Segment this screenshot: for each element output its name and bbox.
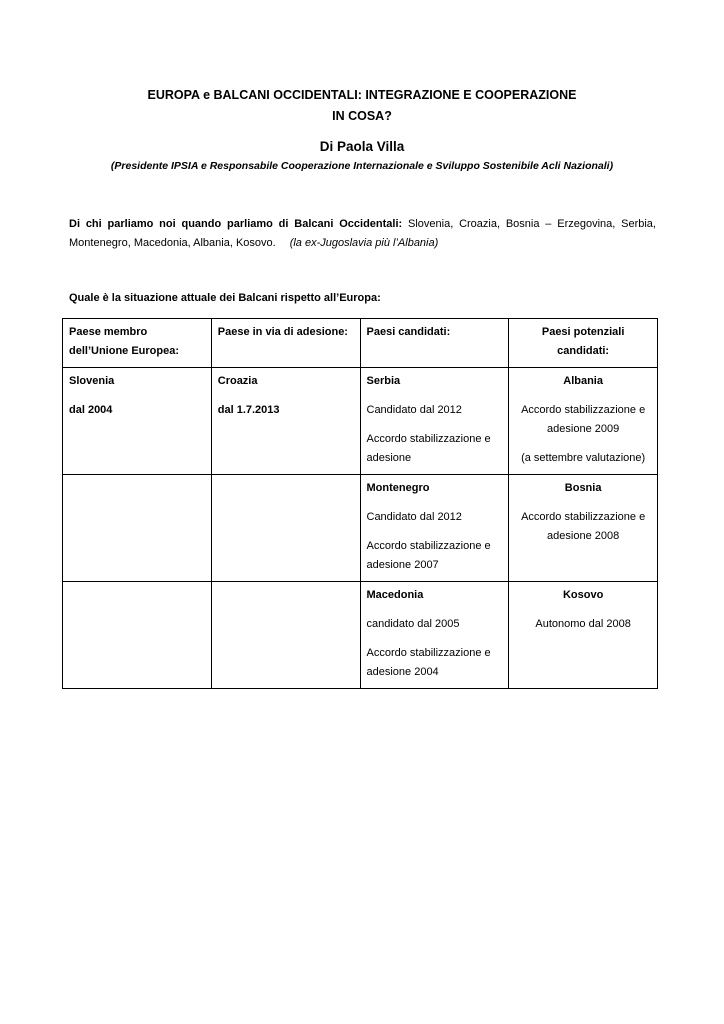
candidate-status: Candidato dal 2012	[366, 511, 462, 523]
cell-potential	[509, 368, 658, 475]
country-name: Albania	[563, 375, 603, 387]
header-candidates: Paesi candidati:	[360, 319, 509, 368]
table-row	[63, 582, 658, 689]
section-question: Quale è la situazione attuale dei Balcani rispetto all’Europa:	[69, 292, 381, 304]
document-title-line2: IN COSA?	[332, 109, 392, 123]
intro-lead: Di chi parliamo noi quando parliamo di Balcani Occidentali:	[69, 218, 403, 230]
cell-potential	[509, 582, 658, 689]
cell-empty	[211, 475, 360, 582]
cell-acceding	[211, 368, 360, 475]
country-name: Slovenia	[69, 375, 115, 387]
author-role: (Presidente IPSIA e Responsabile Cooperazione Internazionale e Sviluppo Sostenibile Acli Nazionali)	[110, 160, 614, 172]
country-name: Croazia	[217, 375, 258, 387]
candidate-status: candidato dal 2005	[366, 618, 460, 630]
document-title-line1: EUROPA e BALCANI OCCIDENTALI: INTEGRAZIONE E COOPERAZIONE	[147, 88, 577, 102]
table-row	[63, 475, 658, 582]
candidate-status: Candidato dal 2012	[366, 404, 462, 416]
cell-empty	[63, 475, 212, 582]
cell-potential	[509, 475, 658, 582]
potential-note: (a settembre valutazione)	[521, 452, 646, 464]
cell-eu-member	[63, 368, 212, 475]
author-name: Di Paola Villa	[319, 139, 405, 154]
intro-paragraph	[69, 215, 656, 253]
cell-empty	[211, 582, 360, 689]
country-name: Montenegro	[366, 482, 430, 494]
member-since: dal 2004	[69, 404, 113, 416]
table-header-row	[63, 319, 658, 368]
table-row	[63, 368, 658, 475]
acceding-since: dal 1.7.2013	[217, 404, 280, 416]
header-acceding: Paese in via di adesione:	[211, 319, 360, 368]
header-eu-member: Paese membro dell’Unione Europea:	[63, 319, 212, 368]
country-name: Bosnia	[564, 482, 602, 494]
candidate-agreement: Accordo stabilizzazione e adesione	[366, 433, 491, 464]
potential-agreement: Accordo stabilizzazione e adesione 2009	[521, 404, 646, 435]
intro-note: (la ex-Jugoslavia più l’Albania)	[289, 237, 439, 249]
candidate-agreement: Accordo stabilizzazione e adesione 2007	[366, 540, 491, 571]
country-name: Macedonia	[366, 589, 424, 601]
cell-candidate	[360, 582, 509, 689]
potential-agreement: Autonomo dal 2008	[535, 618, 631, 630]
country-name: Kosovo	[562, 589, 604, 601]
cell-candidate	[360, 368, 509, 475]
cell-empty	[63, 582, 212, 689]
candidate-agreement: Accordo stabilizzazione e adesione 2004	[366, 647, 491, 678]
cell-candidate	[360, 475, 509, 582]
header-potential-candidates: Paesi potenziali candidati:	[509, 319, 658, 368]
intro-text: Slovenia, Croazia, Bosnia – Erzegovina, Serbia, Montenegro, Macedonia, Albania, Kosovo.	[69, 218, 656, 249]
balkans-status-table	[62, 318, 658, 689]
potential-agreement: Accordo stabilizzazione e adesione 2008	[521, 511, 646, 542]
country-name: Serbia	[366, 375, 401, 387]
